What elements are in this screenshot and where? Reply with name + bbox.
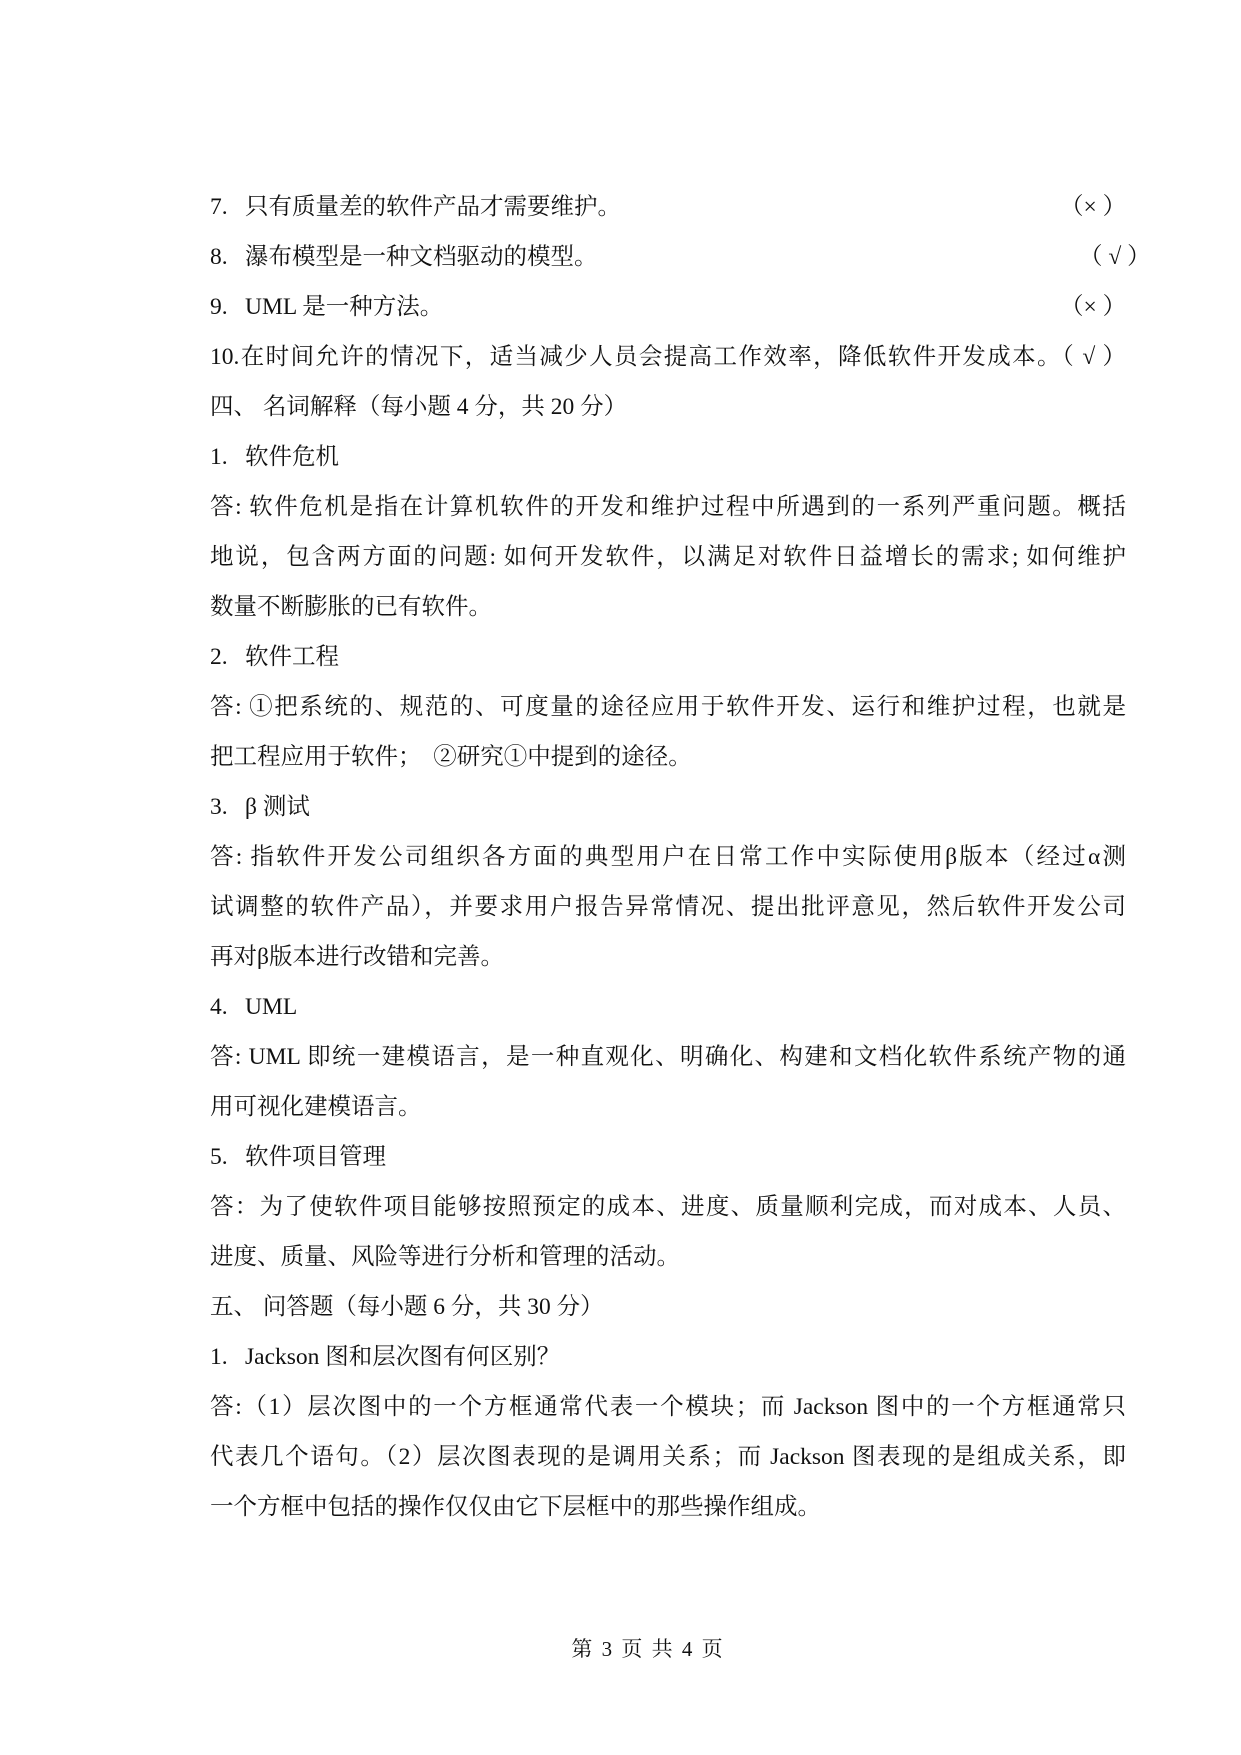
- page-content: [210, 182, 1151, 1532]
- tf-answer-mark: （ √ ）: [1061, 344, 1127, 370]
- term-item: [210, 432, 1126, 482]
- tf-number: 10.: [210, 344, 240, 370]
- term-title: UML: [245, 994, 298, 1020]
- answer-line: 地说，包含两方面的问题: 如何开发软件，以满足对软件日益增长的需求; 如何维护: [210, 544, 1126, 570]
- tf-number: 9.: [210, 294, 228, 320]
- answer-line: 答: UML 即统一建模语言，是一种直观化、明确化、构建和文档化软件系统产物的通: [210, 1044, 1126, 1070]
- answer-line: 一个方框中包括的操作仅仅由它下层框中的那些操作组成。: [210, 1494, 821, 1520]
- question-number: 1.: [210, 1344, 228, 1370]
- answer-line: 代表几个语句。（2）层次图表现的是调用关系；而 Jackson 图表现的是组成关系，即: [210, 1444, 1126, 1470]
- answer-line: 用可视化建模语言。: [210, 1094, 422, 1120]
- term-title: 软件项目管理: [245, 1144, 386, 1170]
- tf-item: [210, 182, 1126, 232]
- answer-line: 数量不断膨胀的已有软件。: [210, 594, 492, 620]
- question-title: Jackson 图和层次图有何区别？: [245, 1344, 561, 1370]
- term-number: 2.: [210, 644, 228, 670]
- section-heading: 四、 名词解释（每小题 4 分，共 20 分）: [210, 394, 628, 420]
- tf-number: 7.: [210, 194, 228, 220]
- term-title: β 测试: [245, 794, 310, 820]
- tf-statement: UML 是一种方法。: [245, 294, 444, 320]
- term-item: [210, 632, 1126, 682]
- tf-item: [210, 232, 1151, 282]
- answer-line: 答: 软件危机是指在计算机软件的开发和维护过程中所遇到的一系列严重问题。概括: [210, 494, 1126, 520]
- term-number: 3.: [210, 794, 228, 820]
- answer-line: 试调整的软件产品），并要求用户报告异常情况、提出批评意见，然后软件开发公司: [210, 894, 1126, 920]
- term-number: 1.: [210, 444, 228, 470]
- answer-line: 答:（1）层次图中的一个方框通常代表一个模块；而 Jackson 图中的一个方框通常只: [210, 1394, 1126, 1420]
- answer-line: 答: ①把系统的、规范的、可度量的途径应用于软件开发、运行和维护过程，也就是: [210, 694, 1126, 720]
- answer-line: 进度、质量、风险等进行分析和管理的活动。: [210, 1244, 680, 1270]
- tf-item: [210, 282, 1126, 332]
- answer-line: 答：为了使软件项目能够按照预定的成本、进度、质量顺利完成，而对成本、人员、: [210, 1194, 1126, 1220]
- answer-line: 答: 指软件开发公司组织各方面的典型用户在日常工作中实际使用β版本（经过α测: [210, 844, 1126, 870]
- term-title: 软件危机: [245, 444, 339, 470]
- term-number: 4.: [210, 994, 228, 1020]
- tf-item: [210, 332, 1126, 382]
- term-title: 软件工程: [245, 644, 339, 670]
- term-item: [210, 782, 1126, 832]
- section-heading: 五、 问答题（每小题 6 分，共 30 分）: [210, 1294, 604, 1320]
- term-item: [210, 1132, 1126, 1182]
- tf-statement: 在时间允许的情况下，适当减少人员会提高工作效率，降低软件开发成本。: [239, 344, 1062, 370]
- tf-answer-mark: （× ）: [1060, 194, 1127, 220]
- tf-statement: 只有质量差的软件产品才需要维护。: [245, 194, 621, 220]
- term-number: 5.: [210, 1144, 228, 1170]
- tf-number: 8.: [210, 244, 228, 270]
- tf-answer-mark: （× ）: [1060, 294, 1127, 320]
- question-item: [210, 1332, 1126, 1382]
- term-item: [210, 982, 1126, 1032]
- page-footer: 第 3 页 共 4 页: [571, 1637, 723, 1661]
- tf-statement: 瀑布模型是一种文档驱动的模型。: [245, 244, 598, 270]
- answer-line: 把工程应用于软件； ②研究①中提到的途径。: [210, 744, 692, 770]
- answer-line: 再对β版本进行改错和完善。: [210, 944, 504, 970]
- tf-answer-mark: （ √ ）: [1079, 244, 1151, 270]
